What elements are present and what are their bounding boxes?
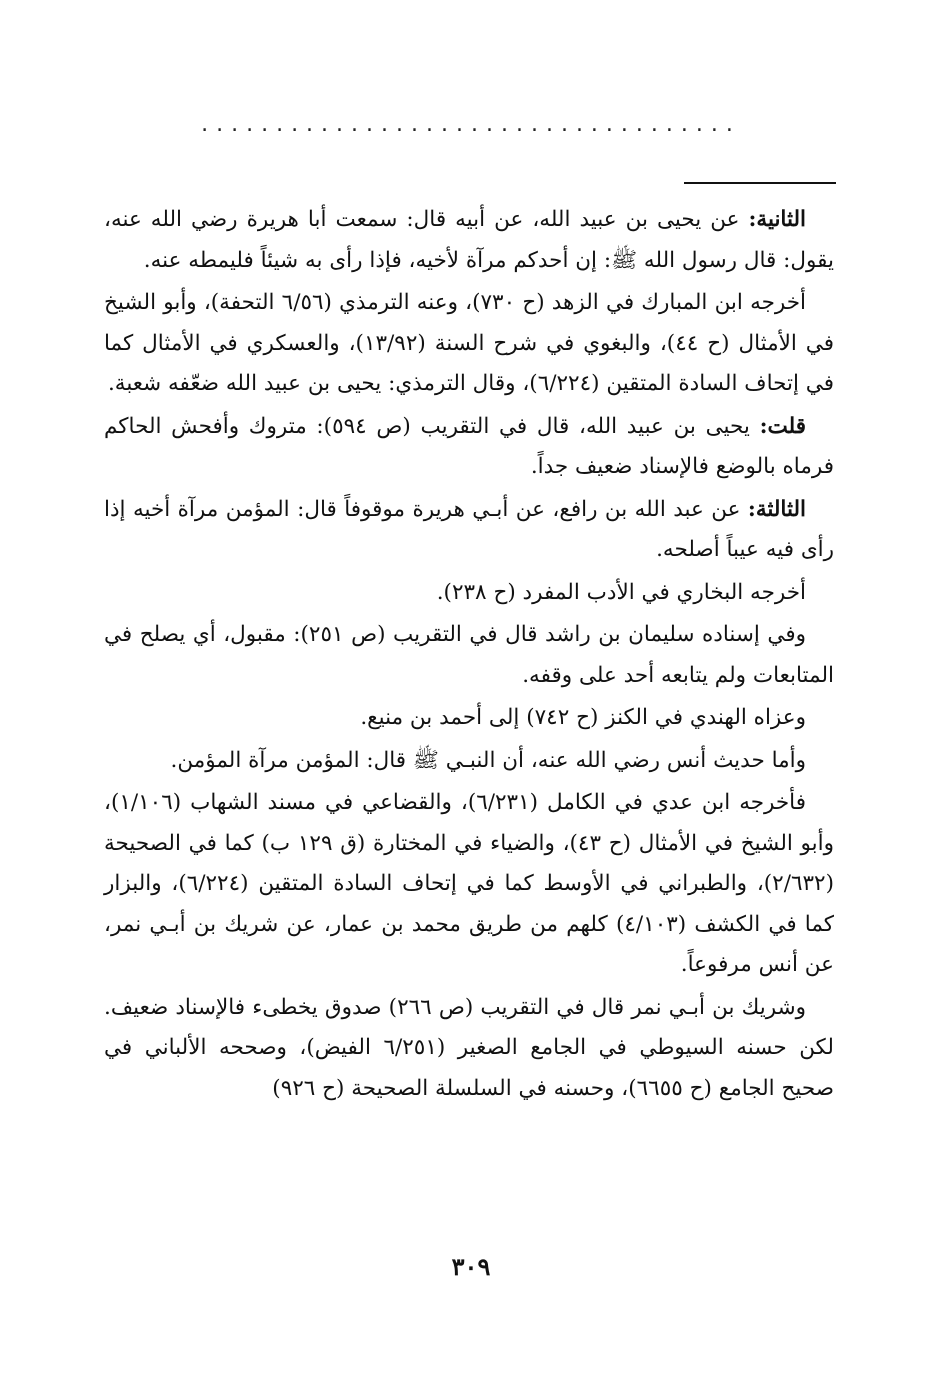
paragraph-text: وشريك بن أبـي نمر قال في التقريب (ص ٢٦٦) صدوق يخطىء فالإسناد ضعيف. لكن حسنه السيوطي في الجامع الصغير (٦/٢٥١ الفيض)، وصححه الألباني في صحيح الجامع (ح ٦٦٥٥)، وحسنه في السلسلة الصحيحة (ح ٩٢٦) [104,994,834,1101]
decorative-dotted-line: .................................... [201,112,741,137]
paragraph-1 [104,200,834,281]
paragraph-2 [104,283,834,405]
paragraph-4 [104,490,834,571]
paragraph-10 [104,988,834,1110]
page-number: ٣٠٩ [451,1252,491,1281]
paragraph-text: أخرجه ابن المبارك في الزهد (ح ٧٣٠)، وعنه الترمذي (٦/٥٦ التحفة)، وأبو الشيخ في الأمثال (ح ٤٤)، والبغوي في شرح السنة (١٣/٩٢)، والعسكري في الأمثال كما في إتحاف السادة المتقين (٦/٢٢٤)، وقال الترمذي: يحيى بن عبيد الله ضعّفه شعبة. [104,290,834,396]
page-body [104,200,834,1111]
section-rule [684,182,836,184]
paragraph-text: وعزاه الهندي في الكنز (ح ٧٤٢) إلى أحمد بن منيع. [360,705,806,730]
paragraph-6 [104,615,834,696]
paragraph-8 [104,741,834,782]
paragraph-text: عن يحيى بن عبيد الله، عن أبيه قال: سمعت أبا هريرة رضي الله عنه، يقول: قال رسول الله ﷺ: إن أحدكم مرآة لأخيه، فإذا رأى به شيئاً فليمطه عنه. [104,207,834,273]
paragraph-7 [104,698,834,739]
paragraph-label: الثالثة: [747,496,806,522]
paragraph-5 [104,573,834,614]
paragraph-9 [104,783,834,986]
paragraph-text: فأخرجه ابن عدي في الكامل (٦/٢٣١)، والقضاعي في مسند الشهاب (١/١٠٦)، وأبو الشيخ في الأمثال (ح ٤٣)، والضياء في المختارة (ق ١٢٩ ب) كما في الصحيحة (٢/٦٣٢)، والطبراني في الأوسط كما في إتحاف السادة المتقين (٦/٢٢٤)، والبزار كما في الكشف (٤/١٠٣) كلهم من طريق محمد بن عمار، عن شريك بن أبـي نمر، عن أنس مرفوعاً. [104,790,835,977]
paragraph-text: يحيى بن عبيد الله، قال في التقريب (ص ٥٩٤): متروك وأفحش الحاكم فرماه بالوضع فالإسناد ضعيف جداً. [104,413,834,479]
paragraph-text: وأما حديث أنس رضي الله عنه، أن النبـي ﷺ قال: المؤمن مرآة المؤمن. [170,747,806,773]
paragraph-text: أخرجه البخاري في الأدب المفرد (ح ٢٣٨). [436,579,806,605]
paragraph-text: وفي إسناده سليمان بن راشد قال في التقريب (ص ٢٥١): مقبول، أي يصلح في المتابعات ولم يتابعه أحد على وقفه. [104,622,834,688]
paragraph-text: عن عبد الله بن رافع، عن أبـي هريرة موقوفاً قال: المؤمن مرآة أخيه إذا رأى فيه عيباً أصلحه. [104,496,834,562]
paragraph-3 [104,407,834,488]
paragraph-label: الثانية: [748,207,806,232]
paragraph-label: قلت: [759,413,807,439]
